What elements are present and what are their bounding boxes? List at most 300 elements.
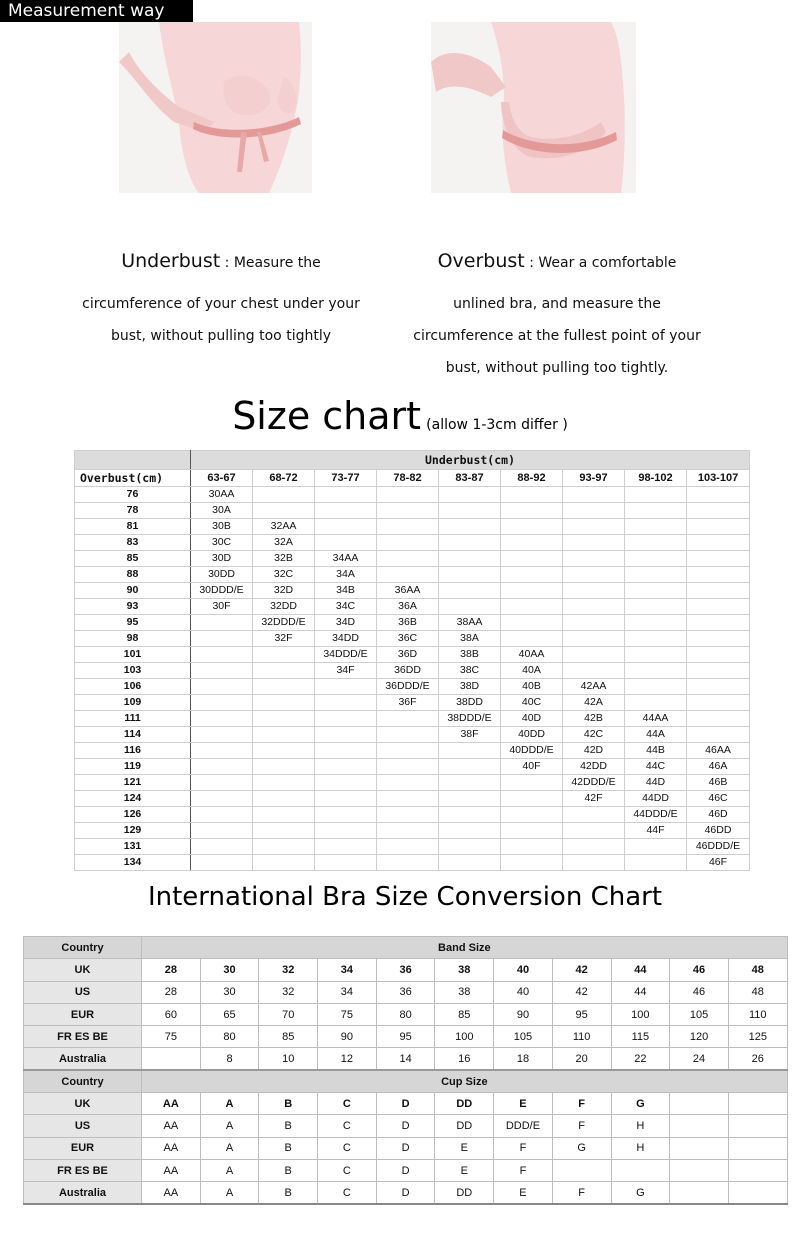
size-cell xyxy=(191,743,253,759)
size-cell xyxy=(253,663,315,679)
size-cell: 38C xyxy=(439,663,501,679)
overbust-value: 93 xyxy=(75,599,191,615)
cup-size-cell: AA xyxy=(142,1093,201,1115)
cup-size-cell: D xyxy=(376,1159,435,1181)
size-cell xyxy=(563,567,625,583)
size-cell xyxy=(253,711,315,727)
country-name: UK xyxy=(24,1093,142,1115)
table-row xyxy=(75,615,750,631)
size-cell xyxy=(625,599,687,615)
cup-size-cell: D xyxy=(376,1115,435,1137)
cup-size-cell: B xyxy=(259,1093,318,1115)
size-cell: 30A xyxy=(191,503,253,519)
size-cell xyxy=(687,583,750,599)
size-cell: 34B xyxy=(315,583,377,599)
cup-size-cell: AA xyxy=(142,1159,201,1181)
size-cell xyxy=(625,583,687,599)
band-size-cell: 105 xyxy=(670,1003,729,1025)
size-cell: 34DDD/E xyxy=(315,647,377,663)
country-header: Country xyxy=(24,937,142,959)
size-cell xyxy=(253,791,315,807)
cup-size-cell: C xyxy=(318,1159,377,1181)
cup-size-cell: D xyxy=(376,1182,435,1204)
size-cell xyxy=(439,791,501,807)
size-cell: 30DD xyxy=(191,567,253,583)
size-cell: 34D xyxy=(315,615,377,631)
overbust-value: 98 xyxy=(75,631,191,647)
size-cell xyxy=(377,759,439,775)
cup-size-cell: C xyxy=(318,1182,377,1204)
size-cell: 44DDD/E xyxy=(625,807,687,823)
table-row xyxy=(75,727,750,743)
size-cell: 46C xyxy=(687,791,750,807)
cup-size-cell xyxy=(670,1115,729,1137)
size-cell xyxy=(377,535,439,551)
underbust-header: Underbust(cm) xyxy=(191,451,750,470)
size-cell: 38F xyxy=(439,727,501,743)
cup-size-cell xyxy=(728,1159,787,1181)
size-cell xyxy=(687,711,750,727)
overbust-value: 106 xyxy=(75,679,191,695)
size-cell: 34F xyxy=(315,663,377,679)
size-cell: 36B xyxy=(377,615,439,631)
size-cell xyxy=(191,647,253,663)
size-cell xyxy=(501,823,563,839)
size-cell: 30F xyxy=(191,599,253,615)
band-size-cell: 36 xyxy=(376,959,435,981)
size-cell xyxy=(377,503,439,519)
size-cell xyxy=(439,487,501,503)
band-size-cell: 32 xyxy=(259,959,318,981)
size-cell xyxy=(501,615,563,631)
table-row xyxy=(75,807,750,823)
table-row xyxy=(24,1115,788,1137)
size-cell: 30C xyxy=(191,535,253,551)
band-size-cell: 30 xyxy=(200,959,259,981)
size-cell xyxy=(563,599,625,615)
overbust-value: 81 xyxy=(75,519,191,535)
overbust-header: Overbust(cm) xyxy=(75,470,191,487)
table-row xyxy=(75,823,750,839)
size-cell xyxy=(315,679,377,695)
overbust-value: 90 xyxy=(75,583,191,599)
table-row xyxy=(75,631,750,647)
size-cell xyxy=(439,823,501,839)
cup-size-cell: B xyxy=(259,1137,318,1159)
table-row xyxy=(24,959,788,981)
size-cell xyxy=(625,503,687,519)
size-cell xyxy=(315,711,377,727)
size-cell xyxy=(439,807,501,823)
band-size-cell: 95 xyxy=(376,1026,435,1048)
size-cell xyxy=(253,807,315,823)
overbust-value: 109 xyxy=(75,695,191,711)
size-chart-table xyxy=(74,450,750,871)
size-cell: 40AA xyxy=(501,647,563,663)
size-cell xyxy=(625,615,687,631)
size-cell xyxy=(191,631,253,647)
size-cell xyxy=(687,679,750,695)
size-cell xyxy=(253,647,315,663)
band-size-cell: 24 xyxy=(670,1048,729,1070)
cup-size-cell xyxy=(670,1137,729,1159)
size-cell xyxy=(253,823,315,839)
size-cell xyxy=(439,839,501,855)
size-cell: 38DD xyxy=(439,695,501,711)
band-size-cell: 65 xyxy=(200,1003,259,1025)
size-cell xyxy=(563,487,625,503)
size-header-row xyxy=(75,451,750,470)
band-size-cell: 125 xyxy=(728,1026,787,1048)
cup-size-cell: AA xyxy=(142,1137,201,1159)
size-cell xyxy=(563,551,625,567)
size-cell xyxy=(501,599,563,615)
band-size-cell: 40 xyxy=(494,959,553,981)
size-cell xyxy=(191,679,253,695)
size-cell xyxy=(625,839,687,855)
overbust-value: 121 xyxy=(75,775,191,791)
band-size-cell: 90 xyxy=(494,1003,553,1025)
cup-size-cell xyxy=(670,1159,729,1181)
size-cell xyxy=(315,775,377,791)
size-cell: 32F xyxy=(253,631,315,647)
band-size-cell: 22 xyxy=(611,1048,670,1070)
band-size-header: Band Size xyxy=(142,937,788,959)
overbust-text-line-4: bust, without pulling too tightly. xyxy=(445,360,669,376)
size-cell xyxy=(377,551,439,567)
size-cell xyxy=(253,839,315,855)
underbust-range: 63-67 xyxy=(191,470,253,487)
overbust-value: 78 xyxy=(75,503,191,519)
size-cell: 32DDD/E xyxy=(253,615,315,631)
band-size-cell: 46 xyxy=(670,981,729,1003)
size-cell xyxy=(687,567,750,583)
size-cell xyxy=(501,503,563,519)
size-cell xyxy=(315,759,377,775)
cup-size-cell: E xyxy=(494,1182,553,1204)
size-cell: 46AA xyxy=(687,743,750,759)
size-cell: 42D xyxy=(563,743,625,759)
overbust-value: 95 xyxy=(75,615,191,631)
size-cell xyxy=(191,823,253,839)
cup-size-cell xyxy=(728,1115,787,1137)
size-cell xyxy=(253,759,315,775)
size-cell xyxy=(191,727,253,743)
underbust-term: Underbust xyxy=(121,250,221,272)
cup-size-cell: E xyxy=(494,1093,553,1115)
size-cell: 32B xyxy=(253,551,315,567)
size-cell: 38DDD/E xyxy=(439,711,501,727)
cup-size-cell: AA xyxy=(142,1115,201,1137)
size-cell xyxy=(191,695,253,711)
overbust-description xyxy=(400,250,714,390)
size-cell xyxy=(253,503,315,519)
size-cell: 36A xyxy=(377,599,439,615)
cup-size-header: Cup Size xyxy=(142,1070,788,1092)
band-size-cell: 40 xyxy=(494,981,553,1003)
cup-size-cell: A xyxy=(200,1093,259,1115)
size-cell: 32AA xyxy=(253,519,315,535)
table-row xyxy=(75,535,750,551)
size-cell: 46DDD/E xyxy=(687,839,750,855)
size-cell: 44B xyxy=(625,743,687,759)
size-cell: 30D xyxy=(191,551,253,567)
overbust-value: 126 xyxy=(75,807,191,823)
size-cell xyxy=(563,503,625,519)
size-cell: 42DDD/E xyxy=(563,775,625,791)
size-cell xyxy=(191,807,253,823)
cup-size-cell: D xyxy=(376,1137,435,1159)
size-cell xyxy=(253,727,315,743)
size-chart-heading: Size chart xyxy=(232,394,422,438)
size-cell: 46A xyxy=(687,759,750,775)
size-cell: 44C xyxy=(625,759,687,775)
band-size-cell: 32 xyxy=(259,981,318,1003)
band-size-cell: 80 xyxy=(376,1003,435,1025)
overbust-value: 88 xyxy=(75,567,191,583)
table-row xyxy=(75,583,750,599)
country-name: EUR xyxy=(24,1137,142,1159)
size-cell xyxy=(439,567,501,583)
overbust-value: 124 xyxy=(75,791,191,807)
band-size-cell: 115 xyxy=(611,1026,670,1048)
table-row xyxy=(75,551,750,567)
size-cell: 46DD xyxy=(687,823,750,839)
cup-size-cell: A xyxy=(200,1115,259,1137)
cup-size-cell: E xyxy=(435,1159,494,1181)
band-size-cell: 18 xyxy=(494,1048,553,1070)
size-cell xyxy=(625,855,687,871)
size-cell: 30AA xyxy=(191,487,253,503)
band-size-cell: 105 xyxy=(494,1026,553,1048)
size-cell xyxy=(253,743,315,759)
size-cell: 44AA xyxy=(625,711,687,727)
size-cell xyxy=(315,855,377,871)
size-cell xyxy=(563,839,625,855)
overbust-value: 116 xyxy=(75,743,191,759)
size-cell xyxy=(439,583,501,599)
table-row xyxy=(75,759,750,775)
size-cell xyxy=(625,679,687,695)
size-cell xyxy=(253,679,315,695)
band-size-cell: 38 xyxy=(435,981,494,1003)
underbust-range: 103-107 xyxy=(687,470,750,487)
size-cell: 34AA xyxy=(315,551,377,567)
size-cell xyxy=(687,695,750,711)
band-size-cell: 48 xyxy=(728,981,787,1003)
country-name: Australia xyxy=(24,1182,142,1204)
country-name: Australia xyxy=(24,1048,142,1070)
band-size-cell: 42 xyxy=(552,959,611,981)
size-cell: 32A xyxy=(253,535,315,551)
band-size-cell: 34 xyxy=(318,981,377,1003)
size-cell xyxy=(315,823,377,839)
underbust-range: 98-102 xyxy=(625,470,687,487)
cup-size-cell: A xyxy=(200,1137,259,1159)
band-size-cell: 70 xyxy=(259,1003,318,1025)
cup-size-cell: E xyxy=(435,1137,494,1159)
underbust-text-line-2: circumference of your chest under your xyxy=(82,296,360,312)
size-cell xyxy=(191,663,253,679)
size-cell: 36D xyxy=(377,647,439,663)
underbust-text-line-3: bust, without pulling too tightly xyxy=(110,328,332,344)
size-cell xyxy=(191,791,253,807)
cup-size-cell xyxy=(728,1182,787,1204)
table-row xyxy=(75,487,750,503)
size-cell: 38B xyxy=(439,647,501,663)
size-cell xyxy=(687,599,750,615)
cup-size-cell: G xyxy=(611,1093,670,1115)
band-size-cell: 12 xyxy=(318,1048,377,1070)
table-row xyxy=(75,711,750,727)
table-row xyxy=(24,1048,788,1070)
size-cell xyxy=(687,551,750,567)
size-cell: 42DD xyxy=(563,759,625,775)
size-cell xyxy=(625,535,687,551)
cup-size-cell: DDD/E xyxy=(494,1115,553,1137)
overbust-illustration xyxy=(431,22,636,193)
overbust-value: 134 xyxy=(75,855,191,871)
country-name: FR ES BE xyxy=(24,1026,142,1048)
size-cell xyxy=(315,487,377,503)
size-cell: 40A xyxy=(501,663,563,679)
overbust-value: 119 xyxy=(75,759,191,775)
band-size-cell: 46 xyxy=(670,959,729,981)
size-cell: 44D xyxy=(625,775,687,791)
cup-size-cell: F xyxy=(494,1159,553,1181)
band-size-cell: 100 xyxy=(435,1026,494,1048)
size-cell: 36F xyxy=(377,695,439,711)
table-row xyxy=(75,519,750,535)
overbust-value: 129 xyxy=(75,823,191,839)
size-cell xyxy=(563,823,625,839)
size-cell: 40DD xyxy=(501,727,563,743)
table-row xyxy=(24,1159,788,1181)
underbust-range: 68-72 xyxy=(253,470,315,487)
table-row xyxy=(75,743,750,759)
size-cell xyxy=(501,487,563,503)
size-cell xyxy=(315,519,377,535)
band-size-cell: 90 xyxy=(318,1026,377,1048)
size-cell xyxy=(687,503,750,519)
size-cell xyxy=(563,807,625,823)
band-size-cell: 42 xyxy=(552,981,611,1003)
country-header: Country xyxy=(24,1070,142,1092)
size-cell xyxy=(315,743,377,759)
country-name: UK xyxy=(24,959,142,981)
size-cell: 40F xyxy=(501,759,563,775)
size-cell xyxy=(315,727,377,743)
overbust-text-line-1: : Wear a comfortable xyxy=(529,255,677,271)
size-cell: 30B xyxy=(191,519,253,535)
size-cell xyxy=(501,839,563,855)
band-size-cell xyxy=(142,1048,201,1070)
cup-size-cell: B xyxy=(259,1159,318,1181)
size-cell xyxy=(191,855,253,871)
cup-size-cell: DD xyxy=(435,1182,494,1204)
cup-size-cell: C xyxy=(318,1093,377,1115)
band-size-cell: 28 xyxy=(142,959,201,981)
size-cell: 40C xyxy=(501,695,563,711)
conversion-chart-title: International Bra Size Conversion Chart xyxy=(147,882,663,912)
size-cell xyxy=(563,631,625,647)
band-size-cell: 44 xyxy=(611,981,670,1003)
country-name: EUR xyxy=(24,1003,142,1025)
band-size-cell: 28 xyxy=(142,981,201,1003)
cup-size-cell: F xyxy=(552,1093,611,1115)
size-cell xyxy=(315,807,377,823)
size-cell xyxy=(377,727,439,743)
band-size-cell: 30 xyxy=(200,981,259,1003)
size-cell: 38A xyxy=(439,631,501,647)
cup-size-cell: DD xyxy=(435,1093,494,1115)
size-cell xyxy=(439,743,501,759)
cup-size-cell: H xyxy=(611,1137,670,1159)
size-cell: 38D xyxy=(439,679,501,695)
size-cell xyxy=(563,535,625,551)
size-cell xyxy=(315,535,377,551)
size-cell: 38AA xyxy=(439,615,501,631)
band-size-cell: 8 xyxy=(200,1048,259,1070)
size-cell xyxy=(377,567,439,583)
band-size-cell: 36 xyxy=(376,981,435,1003)
size-cell xyxy=(377,807,439,823)
size-cell: 44F xyxy=(625,823,687,839)
table-row xyxy=(75,663,750,679)
size-range-row xyxy=(75,470,750,487)
size-cell xyxy=(253,775,315,791)
size-cell xyxy=(439,519,501,535)
size-cell xyxy=(563,855,625,871)
size-cell xyxy=(315,839,377,855)
cup-size-cell: B xyxy=(259,1115,318,1137)
size-cell: 34DD xyxy=(315,631,377,647)
size-cell xyxy=(439,599,501,615)
table-row xyxy=(75,855,750,871)
size-cell xyxy=(377,711,439,727)
size-cell xyxy=(501,855,563,871)
size-cell xyxy=(439,551,501,567)
size-cell xyxy=(377,855,439,871)
band-section-header-row xyxy=(24,937,788,959)
size-cell: 40DDD/E xyxy=(501,743,563,759)
size-cell xyxy=(439,503,501,519)
size-cell xyxy=(439,855,501,871)
table-row xyxy=(24,1003,788,1025)
size-cell xyxy=(501,567,563,583)
size-cell: 34A xyxy=(315,567,377,583)
underbust-illustration xyxy=(119,22,312,193)
size-cell xyxy=(563,519,625,535)
size-cell: 42F xyxy=(563,791,625,807)
band-size-cell: 85 xyxy=(259,1026,318,1048)
size-cell xyxy=(439,775,501,791)
cup-size-cell: A xyxy=(200,1159,259,1181)
table-row xyxy=(75,647,750,663)
overbust-term: Overbust xyxy=(437,250,525,272)
size-cell xyxy=(253,695,315,711)
overbust-value: 111 xyxy=(75,711,191,727)
size-cell: 46D xyxy=(687,807,750,823)
size-cell xyxy=(687,647,750,663)
size-cell: 34C xyxy=(315,599,377,615)
underbust-text-line-1: : Measure the xyxy=(224,255,321,271)
band-size-cell: 95 xyxy=(552,1003,611,1025)
size-cell xyxy=(439,759,501,775)
cup-size-cell: B xyxy=(259,1182,318,1204)
table-row xyxy=(75,791,750,807)
underbust-range: 93-97 xyxy=(563,470,625,487)
